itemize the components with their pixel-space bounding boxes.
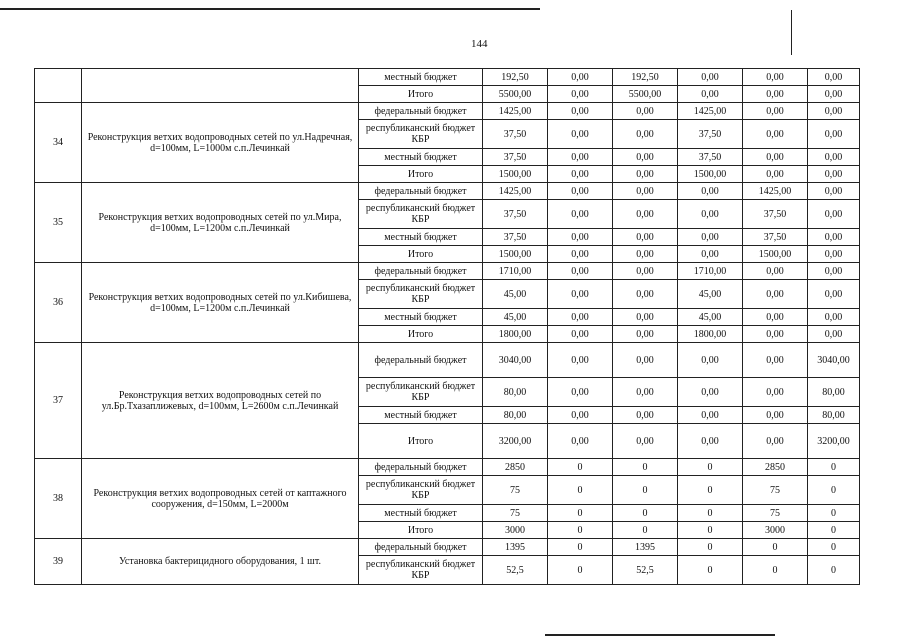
amount-cell: 75 (483, 476, 548, 505)
amount-cell: 0,00 (743, 326, 808, 343)
amount-cell: 80,00 (808, 378, 860, 407)
amount-cell: 1500,00 (483, 166, 548, 183)
amount-cell: 0,00 (808, 263, 860, 280)
amount-cell: 0,00 (678, 183, 743, 200)
amount-cell: 0,00 (743, 378, 808, 407)
amount-cell: 0,00 (548, 246, 613, 263)
item-name: Реконструкция ветхих водопроводных сетей по ул.Мира, d=100мм, L=1200м с.п.Лечинкай (82, 183, 359, 263)
amount-cell: 0,00 (613, 309, 678, 326)
amount-cell: 0,00 (808, 200, 860, 229)
amount-cell: 45,00 (483, 309, 548, 326)
amount-cell: 1425,00 (743, 183, 808, 200)
amount-cell: 0 (548, 522, 613, 539)
amount-cell: 75 (743, 505, 808, 522)
amount-cell: 0 (808, 556, 860, 585)
amount-cell: 0,00 (613, 343, 678, 378)
table-row (35, 69, 860, 86)
amount-cell: 80,00 (808, 407, 860, 424)
amount-cell: 0 (678, 476, 743, 505)
amount-cell: 0,00 (613, 407, 678, 424)
amount-cell: 1425,00 (483, 183, 548, 200)
item-name: Реконструкция ветхих водопроводных сетей по ул.Надречная, d=100мм, L=1000м с.п.Лечинкай (82, 103, 359, 183)
amount-cell: 0,00 (613, 229, 678, 246)
amount-cell: 0,00 (743, 149, 808, 166)
amount-cell: 0,00 (548, 69, 613, 86)
amount-cell: 75 (483, 505, 548, 522)
amount-cell: 37,50 (483, 120, 548, 149)
amount-cell: 0,00 (548, 424, 613, 459)
amount-cell: 0,00 (613, 378, 678, 407)
table-row (35, 183, 860, 200)
amount-cell: 0,00 (613, 326, 678, 343)
item-number: 38 (35, 459, 82, 539)
funding-source: республиканский бюджет КБР (359, 378, 483, 407)
funding-source: Итого (359, 86, 483, 103)
funding-source: Итого (359, 522, 483, 539)
amount-cell: 0,00 (678, 229, 743, 246)
funding-source: федеральный бюджет (359, 343, 483, 378)
table-row (35, 263, 860, 280)
item-name: Реконструкция ветхих водопроводных сетей по ул.Бр.Тхазаплижевых, d=100мм, L=2600м с.п.Лечинкай (82, 343, 359, 459)
amount-cell: 0,00 (743, 280, 808, 309)
amount-cell: 0,00 (613, 424, 678, 459)
amount-cell: 0,00 (743, 263, 808, 280)
funding-source: Итого (359, 246, 483, 263)
funding-source: федеральный бюджет (359, 459, 483, 476)
amount-cell: 1395 (483, 539, 548, 556)
amount-cell: 0 (548, 539, 613, 556)
amount-cell: 3000 (483, 522, 548, 539)
funding-source: местный бюджет (359, 309, 483, 326)
amount-cell: 0,00 (808, 166, 860, 183)
amount-cell: 0,00 (808, 246, 860, 263)
item-number: 36 (35, 263, 82, 343)
amount-cell: 0 (678, 539, 743, 556)
amount-cell: 0,00 (548, 229, 613, 246)
funding-source: Итого (359, 326, 483, 343)
amount-cell: 0,00 (548, 378, 613, 407)
funding-source: республиканский бюджет КБР (359, 200, 483, 229)
amount-cell: 0,00 (743, 86, 808, 103)
funding-source: местный бюджет (359, 505, 483, 522)
amount-cell: 0,00 (808, 103, 860, 120)
item-name: Установка бактерицидного оборудования, 1 шт. (82, 539, 359, 585)
amount-cell: 0,00 (548, 263, 613, 280)
amount-cell: 37,50 (743, 200, 808, 229)
amount-cell: 37,50 (483, 229, 548, 246)
amount-cell: 0,00 (743, 424, 808, 459)
amount-cell: 80,00 (483, 407, 548, 424)
amount-cell: 0,00 (808, 280, 860, 309)
amount-cell: 52,5 (613, 556, 678, 585)
amount-cell: 0,00 (548, 280, 613, 309)
amount-cell: 0 (613, 505, 678, 522)
amount-cell: 1710,00 (678, 263, 743, 280)
amount-cell: 0 (808, 476, 860, 505)
amount-cell: 0,00 (613, 183, 678, 200)
amount-cell: 0,00 (548, 343, 613, 378)
amount-cell: 0,00 (548, 407, 613, 424)
funding-source: республиканский бюджет КБР (359, 120, 483, 149)
amount-cell: 0 (548, 556, 613, 585)
funding-source: федеральный бюджет (359, 263, 483, 280)
amount-cell: 0 (808, 522, 860, 539)
amount-cell: 3040,00 (808, 343, 860, 378)
amount-cell: 0,00 (678, 343, 743, 378)
item-name: Реконструкция ветхих водопроводных сетей по ул.Кибишева, d=100мм, L=1200м с.п.Лечинкай (82, 263, 359, 343)
amount-cell: 0 (678, 522, 743, 539)
amount-cell: 0,00 (548, 183, 613, 200)
scan-artifact-right (791, 10, 792, 55)
amount-cell: 0 (548, 505, 613, 522)
amount-cell: 3200,00 (483, 424, 548, 459)
funding-source: федеральный бюджет (359, 103, 483, 120)
funding-source: местный бюджет (359, 149, 483, 166)
funding-source: федеральный бюджет (359, 539, 483, 556)
amount-cell: 0,00 (743, 69, 808, 86)
funding-source: республиканский бюджет КБР (359, 280, 483, 309)
amount-cell: 1395 (613, 539, 678, 556)
amount-cell: 0,00 (548, 149, 613, 166)
amount-cell: 0 (548, 459, 613, 476)
amount-cell: 0 (678, 459, 743, 476)
funding-source: Итого (359, 166, 483, 183)
amount-cell: 0,00 (743, 120, 808, 149)
amount-cell: 1800,00 (483, 326, 548, 343)
amount-cell: 0,00 (743, 103, 808, 120)
funding-source: Итого (359, 424, 483, 459)
amount-cell: 192,50 (483, 69, 548, 86)
amount-cell: 0,00 (548, 166, 613, 183)
amount-cell: 0,00 (678, 69, 743, 86)
amount-cell: 0 (613, 476, 678, 505)
amount-cell: 1710,00 (483, 263, 548, 280)
amount-cell: 80,00 (483, 378, 548, 407)
amount-cell: 192,50 (613, 69, 678, 86)
funding-source: республиканский бюджет КБР (359, 556, 483, 585)
amount-cell: 0,00 (613, 166, 678, 183)
scan-artifact-top (0, 8, 540, 10)
amount-cell: 2850 (743, 459, 808, 476)
amount-cell: 0 (613, 522, 678, 539)
amount-cell: 0,00 (678, 246, 743, 263)
amount-cell: 0,00 (548, 200, 613, 229)
amount-cell: 0,00 (613, 149, 678, 166)
amount-cell: 0,00 (743, 309, 808, 326)
amount-cell: 0,00 (548, 86, 613, 103)
amount-cell: 45,00 (483, 280, 548, 309)
funding-source: республиканский бюджет КБР (359, 476, 483, 505)
table-row (35, 539, 860, 556)
funding-source: местный бюджет (359, 229, 483, 246)
amount-cell: 0,00 (743, 166, 808, 183)
table-row (35, 459, 860, 476)
amount-cell: 0,00 (613, 120, 678, 149)
amount-cell: 1425,00 (678, 103, 743, 120)
amount-cell: 37,50 (678, 149, 743, 166)
funding-source: местный бюджет (359, 407, 483, 424)
amount-cell: 3000 (743, 522, 808, 539)
amount-cell: 0,00 (678, 407, 743, 424)
amount-cell: 0,00 (808, 326, 860, 343)
item-number: 39 (35, 539, 82, 585)
amount-cell: 0 (613, 459, 678, 476)
amount-cell: 0,00 (743, 343, 808, 378)
amount-cell: 1425,00 (483, 103, 548, 120)
amount-cell: 0,00 (613, 263, 678, 280)
item-number: 37 (35, 343, 82, 459)
amount-cell: 0,00 (808, 309, 860, 326)
item-name: Реконструкция ветхих водопроводных сетей от каптажного сооружения, d=150мм, L=2000м (82, 459, 359, 539)
amount-cell: 75 (743, 476, 808, 505)
amount-cell: 45,00 (678, 309, 743, 326)
amount-cell: 0,00 (548, 103, 613, 120)
amount-cell: 37,50 (483, 200, 548, 229)
page-number: 144 (471, 38, 488, 50)
table-body (35, 69, 860, 585)
amount-cell: 0 (743, 539, 808, 556)
amount-cell: 0,00 (808, 120, 860, 149)
amount-cell: 0,00 (808, 86, 860, 103)
amount-cell: 5500,00 (613, 86, 678, 103)
amount-cell: 0 (808, 459, 860, 476)
amount-cell: 0,00 (613, 200, 678, 229)
amount-cell: 0,00 (613, 246, 678, 263)
amount-cell: 0,00 (678, 86, 743, 103)
amount-cell: 0,00 (613, 103, 678, 120)
amount-cell: 0,00 (808, 149, 860, 166)
amount-cell: 1800,00 (678, 326, 743, 343)
amount-cell: 2850 (483, 459, 548, 476)
amount-cell: 0,00 (548, 326, 613, 343)
amount-cell: 3200,00 (808, 424, 860, 459)
item-number (35, 69, 82, 103)
amount-cell: 0,00 (548, 120, 613, 149)
amount-cell: 45,00 (678, 280, 743, 309)
amount-cell: 1500,00 (483, 246, 548, 263)
table-row (35, 103, 860, 120)
item-number: 34 (35, 103, 82, 183)
funding-source: федеральный бюджет (359, 183, 483, 200)
amount-cell: 0,00 (613, 280, 678, 309)
amount-cell: 0,00 (548, 309, 613, 326)
amount-cell: 0 (743, 556, 808, 585)
table-row (35, 343, 860, 378)
amount-cell: 0,00 (678, 378, 743, 407)
funding-source: местный бюджет (359, 69, 483, 86)
item-name (82, 69, 359, 103)
amount-cell: 37,50 (678, 120, 743, 149)
amount-cell: 0,00 (808, 183, 860, 200)
amount-cell: 3040,00 (483, 343, 548, 378)
amount-cell: 5500,00 (483, 86, 548, 103)
amount-cell: 0,00 (678, 200, 743, 229)
amount-cell: 52,5 (483, 556, 548, 585)
amount-cell: 0 (548, 476, 613, 505)
amount-cell: 0,00 (678, 424, 743, 459)
amount-cell: 0 (678, 556, 743, 585)
amount-cell: 0 (808, 539, 860, 556)
amount-cell: 1500,00 (743, 246, 808, 263)
amount-cell: 0,00 (808, 69, 860, 86)
scan-artifact-bottom (545, 634, 775, 636)
amount-cell: 37,50 (483, 149, 548, 166)
budget-table (34, 68, 860, 585)
amount-cell: 1500,00 (678, 166, 743, 183)
amount-cell: 0 (808, 505, 860, 522)
amount-cell: 0,00 (743, 407, 808, 424)
amount-cell: 0,00 (808, 229, 860, 246)
item-number: 35 (35, 183, 82, 263)
amount-cell: 0 (678, 505, 743, 522)
amount-cell: 37,50 (743, 229, 808, 246)
